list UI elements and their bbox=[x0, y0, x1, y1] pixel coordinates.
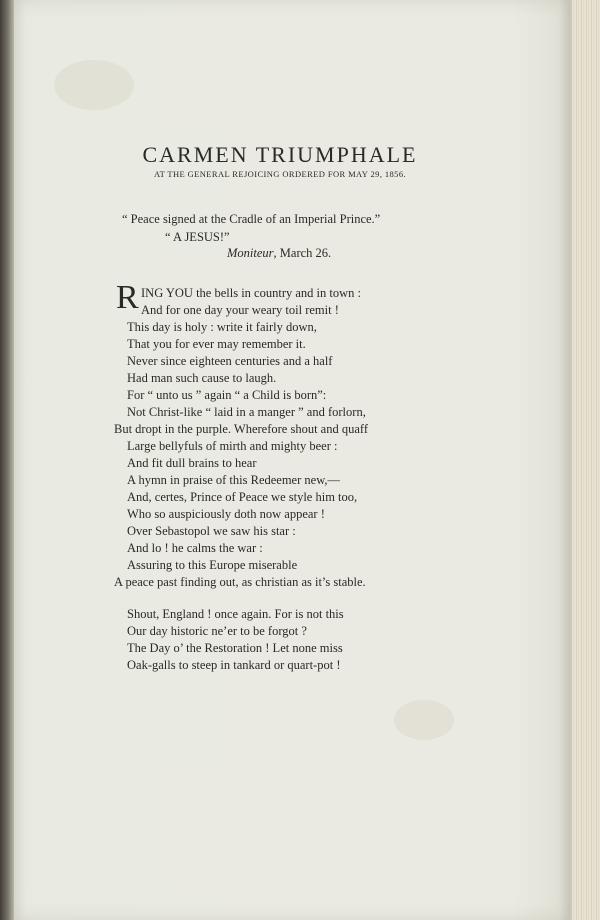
page bbox=[14, 0, 570, 920]
poem-line: ING YOU the bells in country and in town : bbox=[141, 286, 361, 300]
poem-line: That you for ever may remember it. bbox=[127, 337, 306, 351]
poem-line: Who so auspiciously doth now appear ! bbox=[127, 507, 325, 521]
poem-line: And fit dull brains to hear bbox=[127, 456, 257, 470]
epigraph-source bbox=[227, 246, 331, 261]
poem-line: This day is holy : write it fairly down, bbox=[127, 320, 317, 334]
poem-line: Not Christ-like “ laid in a manger ” and forlorn, bbox=[127, 405, 366, 419]
poem-line: Never since eighteen centuries and a half bbox=[127, 354, 333, 368]
poem-subtitle: AT THE GENERAL REJOICING ORDERED FOR MAY 29, 1856. bbox=[153, 169, 407, 179]
epigraph-date: , March 26. bbox=[273, 246, 332, 260]
poem-line: Over Sebastopol we saw his star : bbox=[127, 524, 296, 538]
poem-line: But dropt in the purple. Wherefore shout and quaff bbox=[114, 422, 368, 436]
poem-line: Large bellyfuls of mirth and mighty beer : bbox=[127, 439, 338, 453]
poem-line: Shout, England ! once again. For is not this bbox=[127, 607, 344, 621]
poem-line: For “ unto us ” again “ a Child is born”: bbox=[127, 388, 327, 402]
drop-cap: R bbox=[116, 279, 139, 316]
poem-line: Oak-galls to steep in tankard or quart-pot ! bbox=[127, 658, 341, 672]
poem-line: And for one day your weary toil remit ! bbox=[141, 303, 339, 317]
epigraph-quote: “ Peace signed at the Cradle of an Imperial Prince.” bbox=[122, 212, 381, 226]
poem-line: And, certes, Prince of Peace we style him too, bbox=[127, 490, 358, 504]
poem-line: Had man such cause to laugh. bbox=[127, 371, 277, 385]
poem-title: CARMEN TRIUMPHALE bbox=[142, 142, 418, 167]
poem-line: A hymn in praise of this Redeemer new,— bbox=[127, 473, 341, 487]
poem-line: Our day historic ne’er to be forgot ? bbox=[127, 624, 307, 638]
poem-line: And lo ! he calms the war : bbox=[127, 541, 263, 555]
epigraph-source-name: Moniteur bbox=[227, 246, 274, 260]
poem-line: A peace past finding out, as christian as it’s stable. bbox=[114, 575, 366, 589]
page-edges bbox=[572, 0, 600, 920]
epigraph-exclaim: “ A JESUS!” bbox=[165, 230, 230, 244]
poem-line: Assuring to this Europe miserable bbox=[127, 558, 298, 572]
book-gutter bbox=[0, 0, 14, 920]
poem-line: The Day o’ the Restoration ! Let none miss bbox=[127, 641, 343, 655]
paper-stain bbox=[54, 60, 134, 110]
paper-stain bbox=[394, 700, 454, 740]
